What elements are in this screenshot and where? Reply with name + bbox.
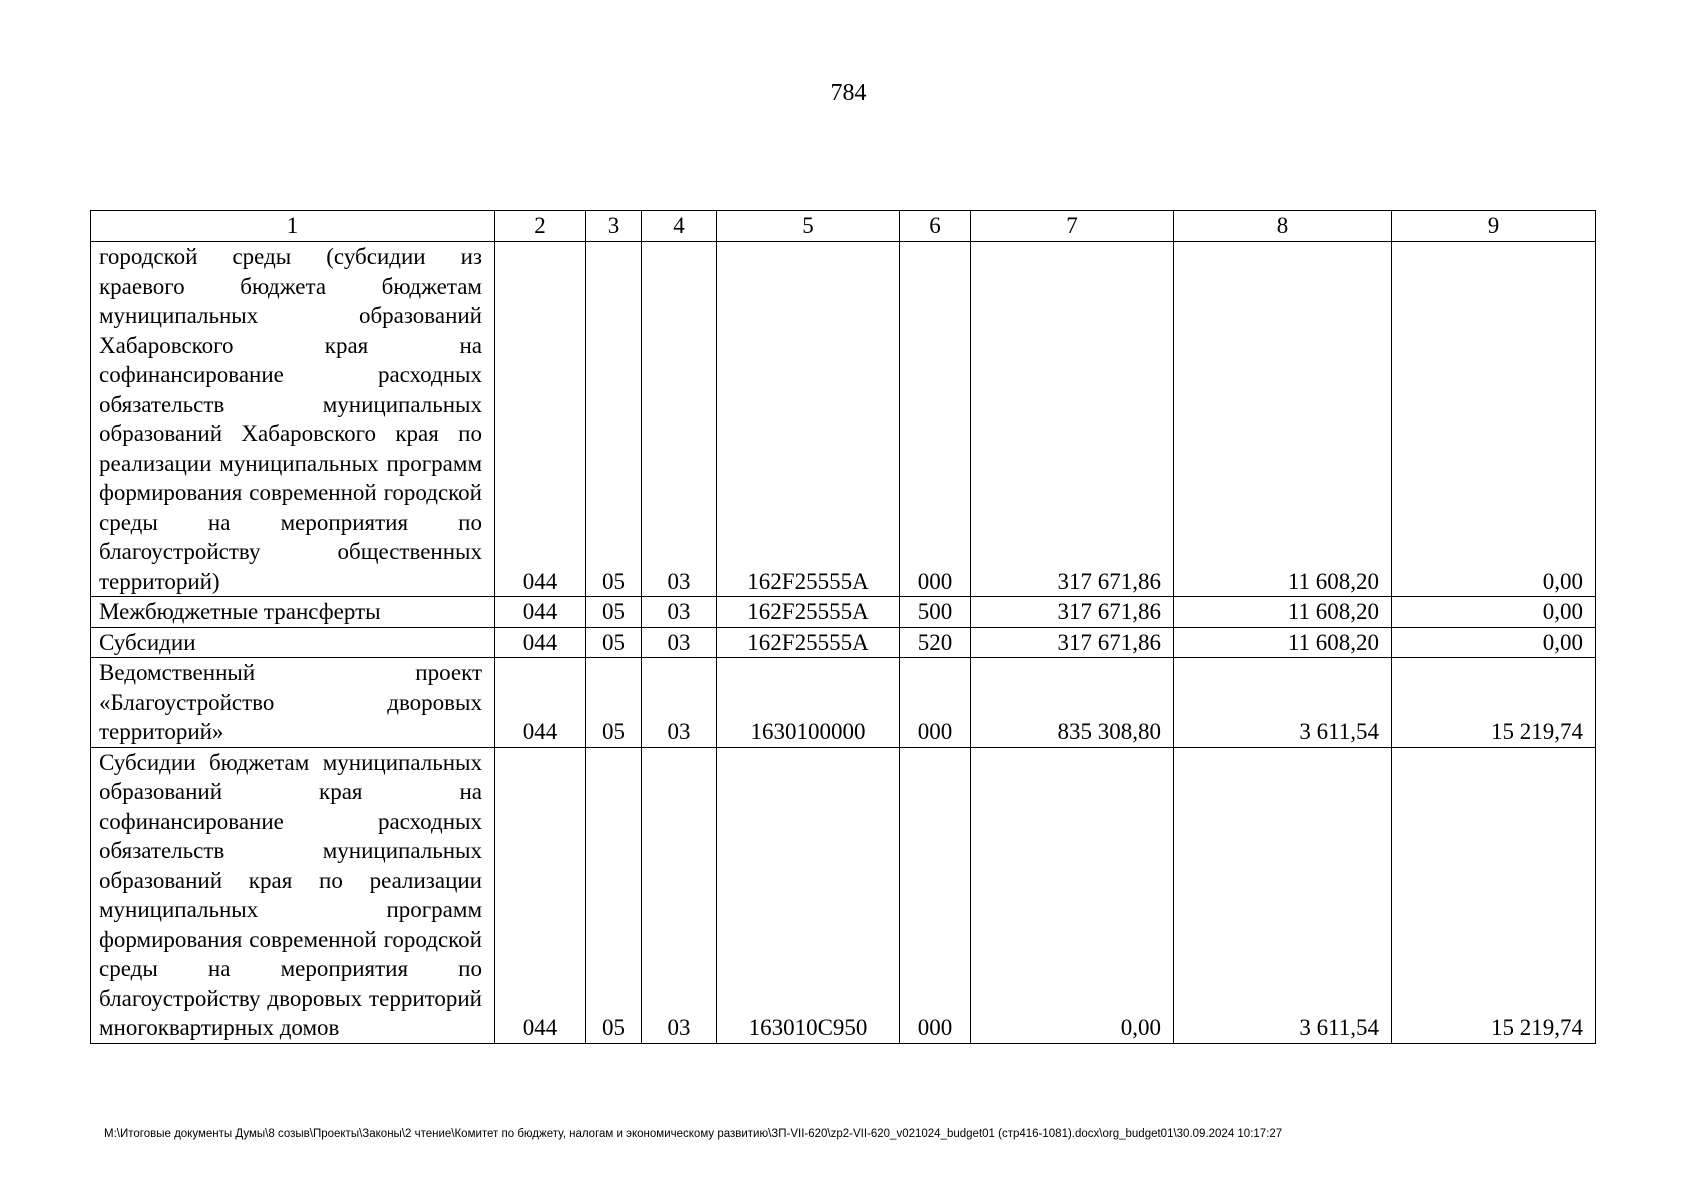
column-header: 8	[1174, 211, 1392, 242]
amount-col9: 15 219,74	[1392, 658, 1596, 748]
column-header: 3	[586, 211, 642, 242]
column-header: 1	[91, 211, 495, 242]
column-header: 7	[971, 211, 1174, 242]
expense-type-code: 000	[900, 658, 971, 748]
row-description: Межбюджетные трансферты	[91, 597, 495, 628]
expense-type-code: 500	[900, 597, 971, 628]
amount-col9: 15 219,74	[1392, 747, 1596, 1043]
table-row	[91, 597, 1596, 628]
amount-col9: 0,00	[1392, 627, 1596, 658]
amount-col8: 3 611,54	[1174, 658, 1392, 748]
ministry-code: 044	[495, 747, 586, 1043]
ministry-code: 044	[495, 242, 586, 597]
page-number: 784	[830, 80, 867, 106]
section-code: 05	[586, 627, 642, 658]
expense-type-code: 000	[900, 747, 971, 1043]
expense-type-code: 000	[900, 242, 971, 597]
subsection-code: 03	[642, 242, 717, 597]
subsection-code: 03	[642, 627, 717, 658]
amount-col8: 11 608,20	[1174, 242, 1392, 597]
budget-table	[90, 210, 1596, 1044]
section-code: 05	[586, 658, 642, 748]
table-header-row	[91, 211, 1596, 242]
amount-col8: 11 608,20	[1174, 597, 1392, 628]
row-description: Субсидии	[91, 627, 495, 658]
column-header: 2	[495, 211, 586, 242]
ministry-code: 044	[495, 627, 586, 658]
amount-col9: 0,00	[1392, 597, 1596, 628]
amount-col8: 3 611,54	[1174, 747, 1392, 1043]
row-description: Ведомственный проект «Благоустройство дворовых территорий»	[91, 658, 495, 748]
target-code: 1630100000	[717, 658, 900, 748]
subsection-code: 03	[642, 747, 717, 1043]
column-header: 9	[1392, 211, 1596, 242]
expense-type-code: 520	[900, 627, 971, 658]
amount-col7: 0,00	[971, 747, 1174, 1043]
column-header: 5	[717, 211, 900, 242]
table-row	[91, 242, 1596, 597]
ministry-code: 044	[495, 597, 586, 628]
amount-col7: 835 308,80	[971, 658, 1174, 748]
row-description: Субсидии бюджетам муниципальных образований края на софинансирование расходных обязательств муниципальных образований края по реализации муниципальных программ формирования современной городской среды на мероприятия по благоустройству дворовых территорий многоквартирных домов	[91, 747, 495, 1043]
target-code: 163010C950	[717, 747, 900, 1043]
table-row	[91, 747, 1596, 1043]
file-path-footer: M:\Итоговые документы Думы\8 созыв\Проекты\Законы\2 чтение\Комитет по бюджету, налогам и экономическому развитию\ЗП-VII-620\zp2-VII-620_v021024_budget01 (стр416-1081).docx\org_budget01\30.09.2024 10:17:27	[104, 1128, 1283, 1140]
subsection-code: 03	[642, 597, 717, 628]
row-description: городской среды (субсидии из краевого бюджета бюджетам муниципальных образований Хабаровского края на софинансирование расходных обязательств муниципальных образований Хабаровского края по реализации муниципальных программ формирования современной городской среды на мероприятия по благоустройству общественных территорий)	[91, 242, 495, 597]
amount-col7: 317 671,86	[971, 242, 1174, 597]
target-code: 162F25555A	[717, 597, 900, 628]
table-row	[91, 627, 1596, 658]
section-code: 05	[586, 597, 642, 628]
amount-col7: 317 671,86	[971, 627, 1174, 658]
amount-col7: 317 671,86	[971, 597, 1174, 628]
target-code: 162F25555A	[717, 627, 900, 658]
table-row	[91, 658, 1596, 748]
subsection-code: 03	[642, 658, 717, 748]
column-header: 4	[642, 211, 717, 242]
ministry-code: 044	[495, 658, 586, 748]
amount-col8: 11 608,20	[1174, 627, 1392, 658]
amount-col9: 0,00	[1392, 242, 1596, 597]
section-code: 05	[586, 242, 642, 597]
column-header: 6	[900, 211, 971, 242]
target-code: 162F25555A	[717, 242, 900, 597]
section-code: 05	[586, 747, 642, 1043]
